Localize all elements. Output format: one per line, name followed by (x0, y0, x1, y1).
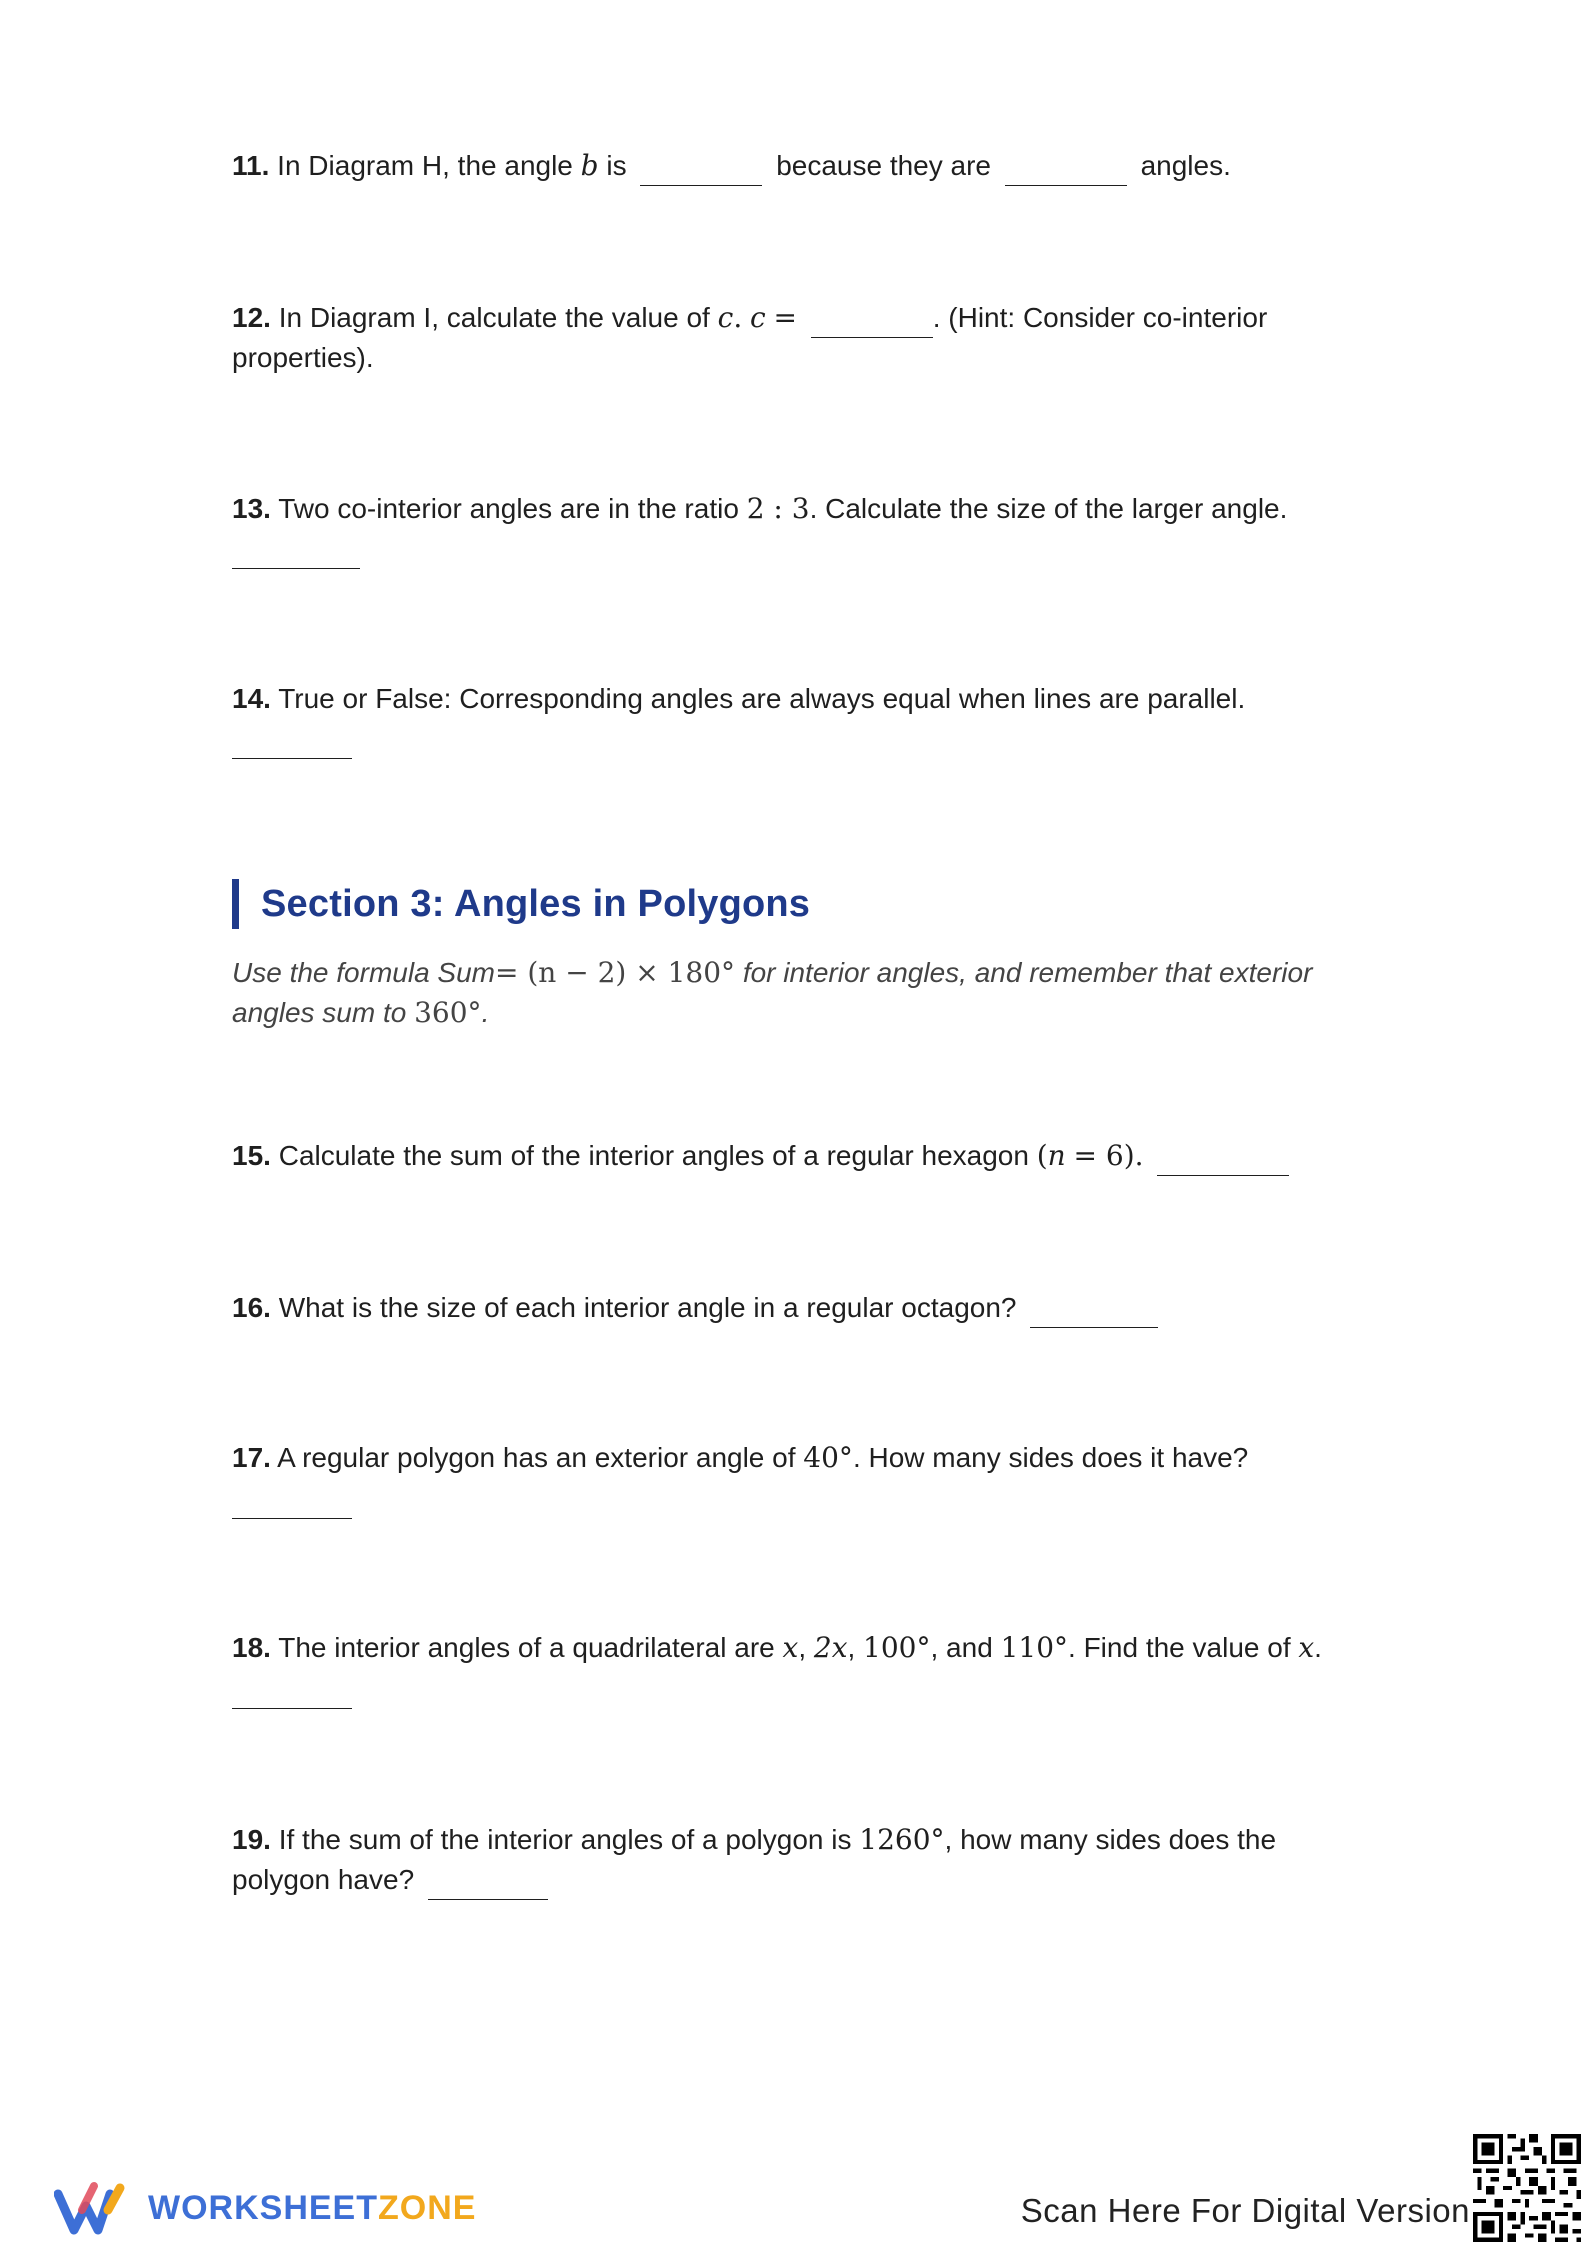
answer-blank-14[interactable] (232, 758, 352, 759)
scan-digital-label: Scan Here For Digital Version (1020, 2192, 1470, 2229)
question-17: 17. A regular polygon has an exterior angle of 40°. How many sides does it have? (232, 1441, 1249, 1474)
section-instructions: Use the formula Sum= (n − 2) × 180° for interior angles, and remember that exterior angles sum to 360°. (232, 956, 1313, 1029)
worksheetzone-logo-icon (54, 2180, 134, 2236)
section-heading: Section 3: Angles in Polygons (232, 877, 810, 931)
question-13: 13. Two co-interior angles are in the ratio 2 : 3. Calculate the size of the larger angle. (232, 492, 1288, 525)
answer-blank-11b[interactable] (1005, 146, 1127, 186)
question-19: 19. If the sum of the interior angles of a polygon is 1260°, how many sides does the polygon have? (232, 1820, 1372, 1900)
answer-blank-19[interactable] (428, 1860, 548, 1900)
qr-code-icon[interactable] (1473, 2134, 1581, 2242)
footer-logo[interactable] (54, 2180, 476, 2236)
question-12: 12. In Diagram I, calculate the value of c. c = . (Hint: Consider co-interior properties). (232, 298, 1372, 378)
question-15: 15. Calculate the sum of the interior angles of a regular hexagon (n = 6). (232, 1136, 1372, 1176)
section-accent-bar (232, 879, 239, 929)
answer-blank-15[interactable] (1157, 1136, 1289, 1176)
question-11: 11. In Diagram H, the angle b is because they are angles. (232, 146, 1372, 186)
brand-name: WORKSHEETZONE (148, 2188, 477, 2227)
answer-blank-18[interactable] (232, 1708, 352, 1709)
answer-blank-16[interactable] (1030, 1288, 1158, 1328)
answer-blank-17[interactable] (232, 1518, 352, 1519)
question-18: 18. The interior angles of a quadrilateral are x, 2x, 100°, and 110°. Find the value of x. (232, 1631, 1322, 1664)
question-14: 14. True or False: Corresponding angles are always equal when lines are parallel. (232, 683, 1246, 714)
question-16: 16. What is the size of each interior angle in a regular octagon? (232, 1288, 1372, 1328)
answer-blank-13[interactable] (232, 568, 360, 569)
answer-blank-11a[interactable] (640, 146, 762, 186)
answer-blank-12[interactable] (811, 298, 933, 338)
